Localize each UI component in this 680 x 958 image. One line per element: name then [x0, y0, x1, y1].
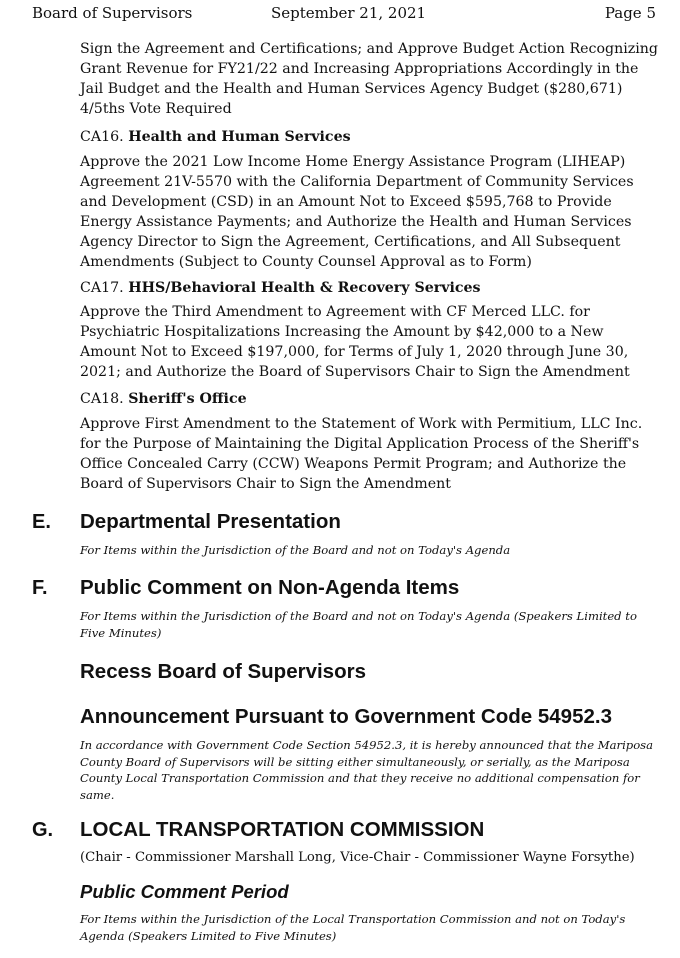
recess-title: Recess Board of Supervisors: [80, 660, 366, 683]
public-comment-period-heading: Public Comment Period: [80, 881, 289, 902]
section-g-letter: G.: [32, 819, 54, 841]
section-f-title: Public Comment on Non-Agenda Items: [80, 576, 460, 599]
item-text: Approve the Third Amendment to Agreement with CF Merced LLC. for Psychiatric Hospitalizations Increasing the Amount by $42,000 to a New Amount Not to Exceed $197,000, for Terms of July 1, 2020 through June 30, 2021; and Authorize the Board of Supervisors Chair to Sign the Amendment: [80, 304, 630, 380]
intro-text: Sign the Agreement and Certifications; and Approve Budget Action Recognizing Grant Revenue for FY21/22 and Increasing Appropriations Accordingly in the Jail Budget and the Health and Human Services Agency Budget ($280,671) 4/5ths Vote Required: [80, 41, 658, 117]
section-e-letter: E.: [32, 511, 51, 533]
section-f-letter: F.: [32, 577, 48, 599]
intro-block: [80, 39, 660, 119]
announcement-title: Announcement Pursuant to Government Code 54952.3: [80, 705, 612, 728]
item-heading: [80, 389, 660, 409]
section-f-note: For Items within the Jurisdiction of the Board and not on Today's Agenda (Speakers Limited to Five Minutes): [80, 609, 637, 640]
consent-item-ca18: [80, 389, 660, 494]
consent-item-ca17: [80, 278, 660, 382]
consent-item-ca16: [80, 127, 660, 272]
item-department: Health and Human Services: [128, 129, 351, 145]
item-department: HHS/Behavioral Health & Recovery Services: [128, 280, 481, 296]
item-department: Sheriff's Office: [128, 391, 247, 407]
item-code: CA16.: [80, 129, 124, 145]
header-page-number: Page 5: [604, 4, 656, 22]
item-heading: [80, 278, 660, 298]
section-e-note: For Items within the Jurisdiction of the Board and not on Today's Agenda: [80, 543, 511, 557]
section-e-title: Departmental Presentation: [80, 510, 341, 533]
item-text: Approve the 2021 Low Income Home Energy Assistance Program (LIHEAP) Agreement 21V-5570 with the California Department of Community Services and Development (CSD) in an Amount Not to Exceed $595,768 to Provide Energy Assistance Payments; and Authorize the Health and Human Services Agency Director to Sign the Agreement, Certifications, and All Subsequent Amendments (Subject to County Counsel Approval as to Form): [80, 154, 634, 270]
announcement-note: In accordance with Government Code Section 54952.3, it is hereby announced that the Mariposa County Board of Supervisors will be sitting either simultaneously, or serially, as the Mariposa County Local Transportation Commission and that they receive no additional compensation for same.: [80, 738, 654, 802]
section-g-note: For Items within the Jurisdiction of the Local Transportation Commission and not on Today's Agenda (Speakers Limited to Five Minutes): [80, 912, 626, 943]
header-date: September 21, 2021: [271, 4, 427, 22]
item-text: Approve First Amendment to the Statement of Work with Permitium, LLC Inc. for the Purpose of Maintaining the Digital Application Process of the Sheriff's Office Concealed Carry (CCW) Weapons Permit Program; and Authorize the Board of Supervisors Chair to Sign the Amendment: [80, 416, 643, 492]
item-code: CA17.: [80, 280, 124, 296]
item-code: CA18.: [80, 391, 124, 407]
item-heading: [80, 127, 660, 147]
header-board-name: Board of Supervisors: [32, 4, 193, 22]
section-g-title: LOCAL TRANSPORTATION COMMISSION: [80, 818, 485, 841]
section-g-chairs: (Chair - Commissioner Marshall Long, Vice-Chair - Commissioner Wayne Forsythe): [80, 850, 635, 865]
